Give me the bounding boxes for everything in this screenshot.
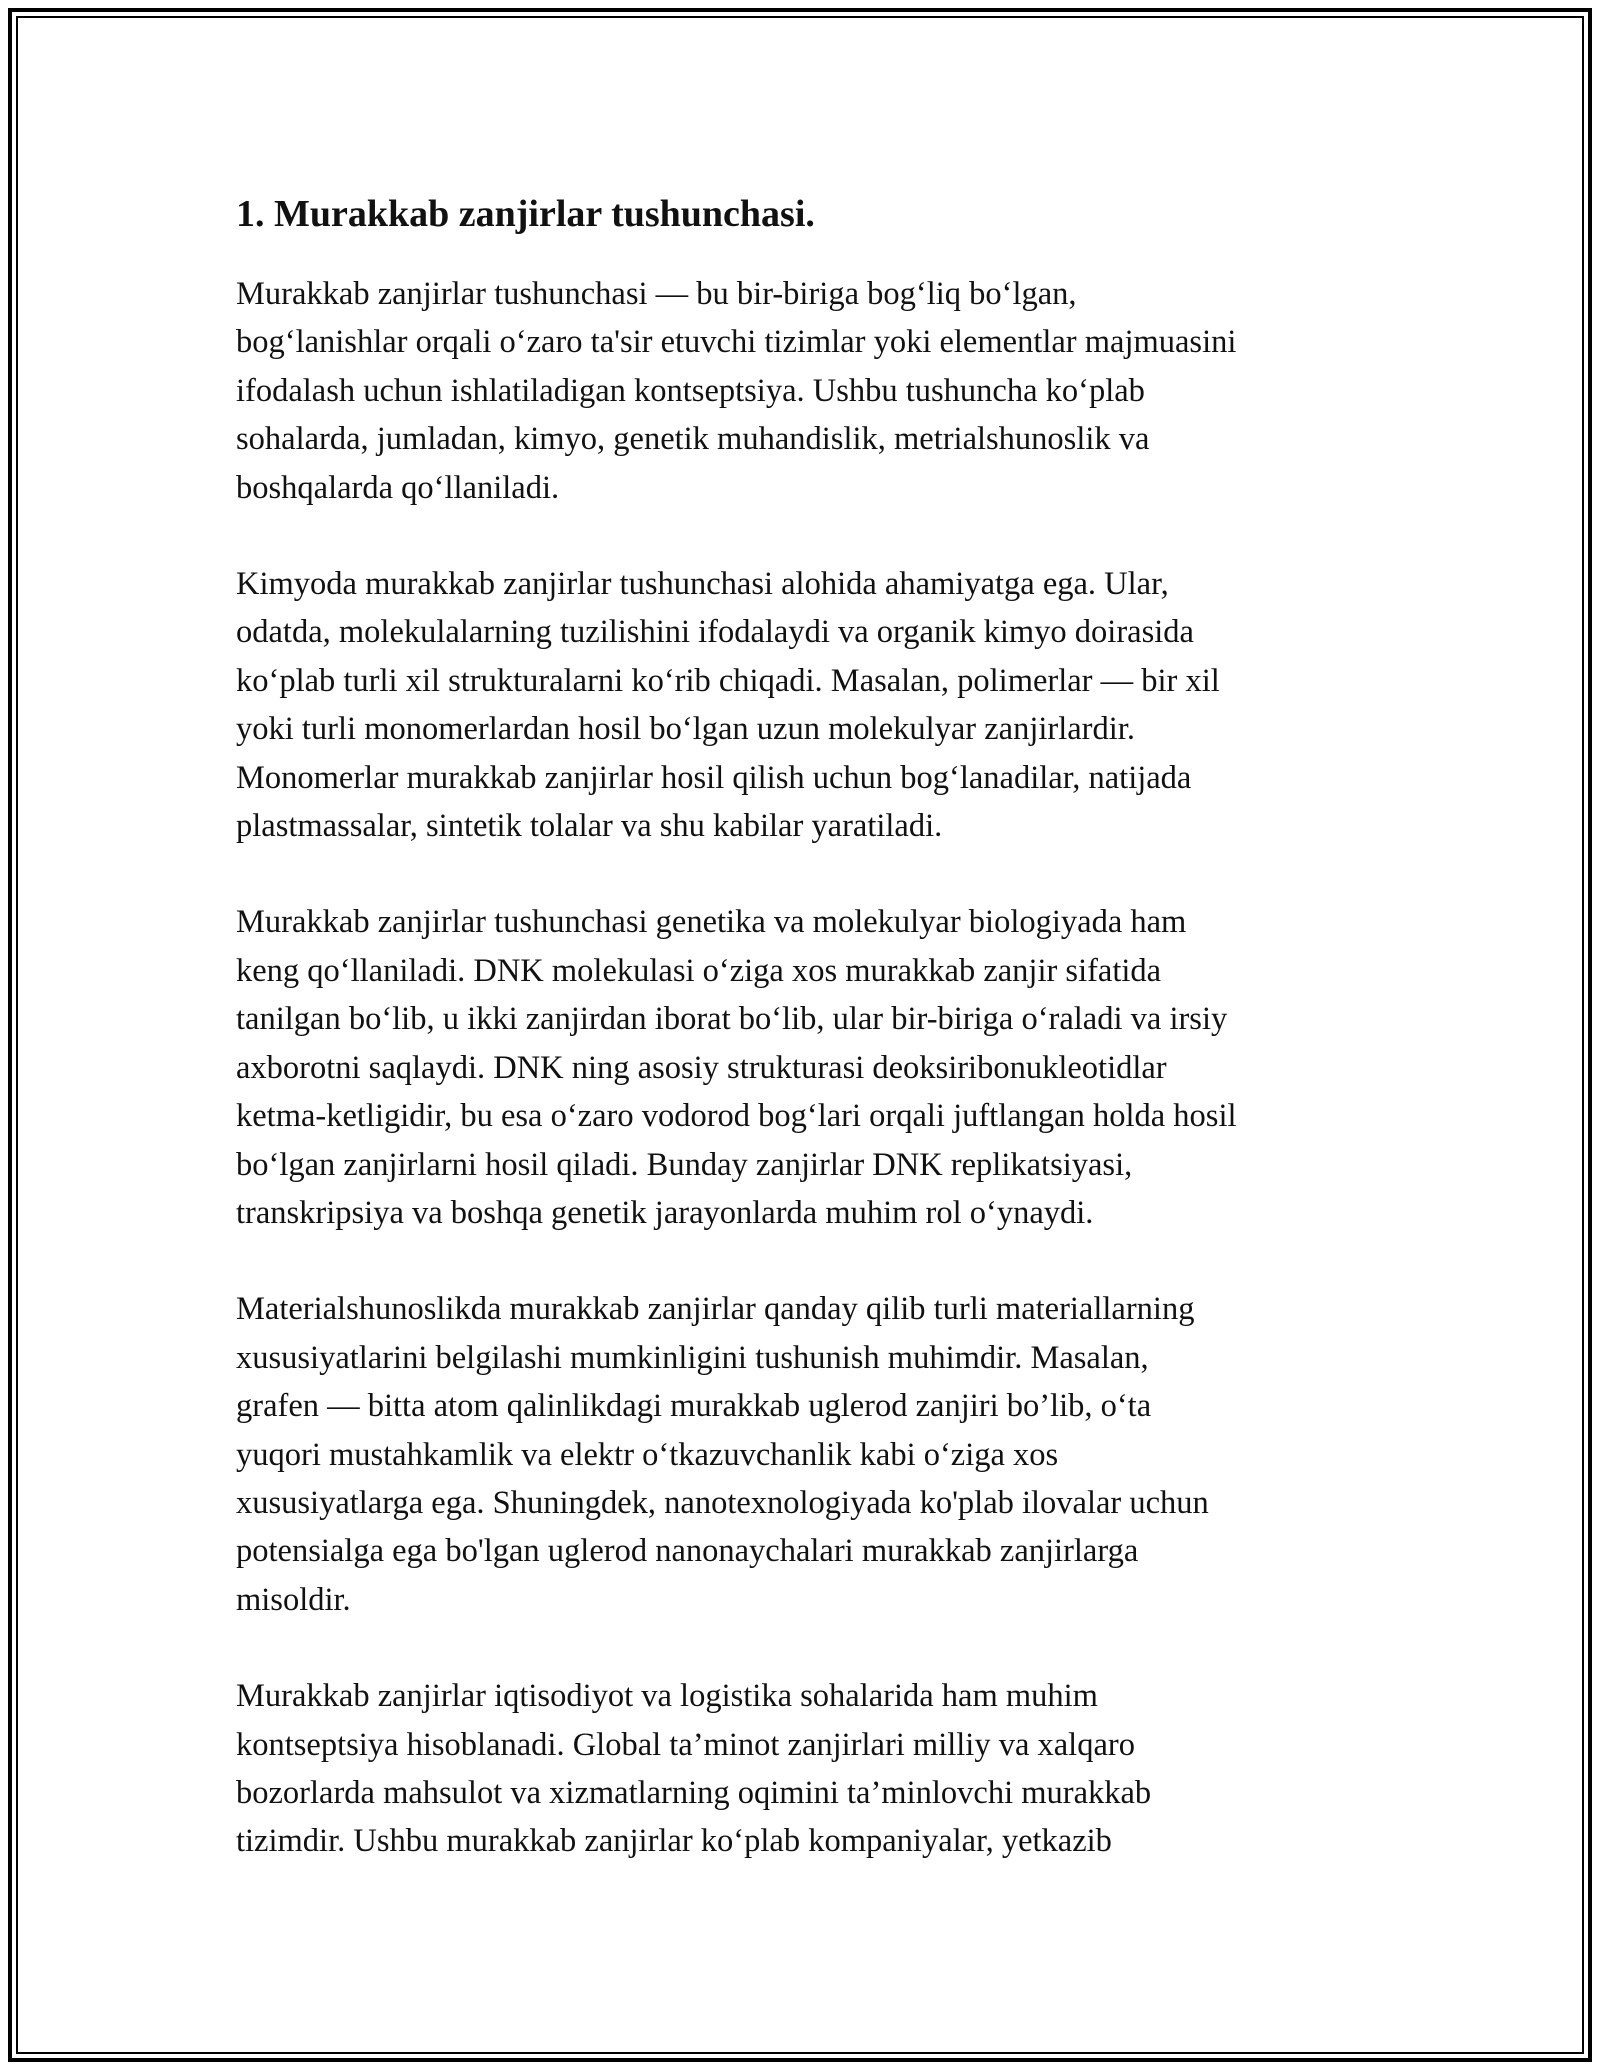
section-heading: 1. Murakkab zanjirlar tushunchasi. xyxy=(236,193,815,235)
paragraph-5: Murakkab zanjirlar iqtisodiyot va logistika sohalarida ham muhim kontseptsiya hisoblanadi. Global ta’minot zanjirlari milliy va xalqaro bozorlarda mahsulot va xizmatlarning oqimini ta’minlovchi murakkab tizimdir. Ushbu murakkab zanjirlar koʻplab kompaniyalar, yetkazib xyxy=(236,1678,1152,1860)
paragraph-2: Kimyoda murakkab zanjirlar tushunchasi alohida ahamiyatga ega. Ular, odatda, molekulalarning tuzilishini ifodalaydi va organik kimyo doirasida koʻplab turli xil strukturalarni koʻrib chiqadi. Masalan, polimerlar — bir xil yoki turli monomerlardan hosil boʻlgan uzun molekulyar zanjirlardir. Monomerlar murakkab zanjirlar hosil qilish uchun bogʻlanadilar, natijada plastmassalar, sintetik tolalar va shu kabilar yaratiladi. xyxy=(236,566,1220,845)
paragraph-1: Murakkab zanjirlar tushunchasi — bu bir-biriga bogʻliq boʻlgan, bogʻlanishlar orqali oʻzaro ta'sir etuvchi tizimlar yoki elementlar majmuasini ifodalash uchun ishlatiladigan kontseptsiya. Ushbu tushuncha koʻplab sohalarda, jumladan, kimyo, genetik muhandislik, metrialshunoslik va boshqalarda qoʻllaniladi. xyxy=(236,276,1237,506)
document-body xyxy=(236,184,1396,1914)
paragraph-4: Materialshunoslikda murakkab zanjirlar qanday qilib turli materiallarning xususiyatlarini belgilashi mumkinligini tushunish muhimdir. Masalan, grafen — bitta atom qalinlikdagi murakkab uglerod zanjiri bo’lib, oʻta yuqori mustahkamlik va elektr oʻtkazuvchanlik kabi oʻziga xos xususiyatlarga ega. Shuningdek, nanotexnologiyada ko'plab ilovalar uchun potensialga ega bo'lgan uglerod nanonaychalari murakkab zanjirlarga misoldir. xyxy=(236,1291,1209,1618)
paragraph-3: Murakkab zanjirlar tushunchasi genetika va molekulyar biologiyada ham keng qoʻllaniladi. DNK molekulasi oʻziga xos murakkab zanjir sifatida tanilgan boʻlib, u ikki zanjirdan iborat boʻlib, ular bir-biriga oʻraladi va irsiy axborotni saqlaydi. DNK ning asosiy strukturasi deoksiribonukleotidlar ketma-ketligidir, bu esa oʻzaro vodorod bogʻlari orqali juftlangan holda hosil boʻlgan zanjirlarni hosil qiladi. Bunday zanjirlar DNK replikatsiyasi, transkripsiya va boshqa genetik jarayonlarda muhim rol oʻynaydi. xyxy=(236,904,1237,1231)
